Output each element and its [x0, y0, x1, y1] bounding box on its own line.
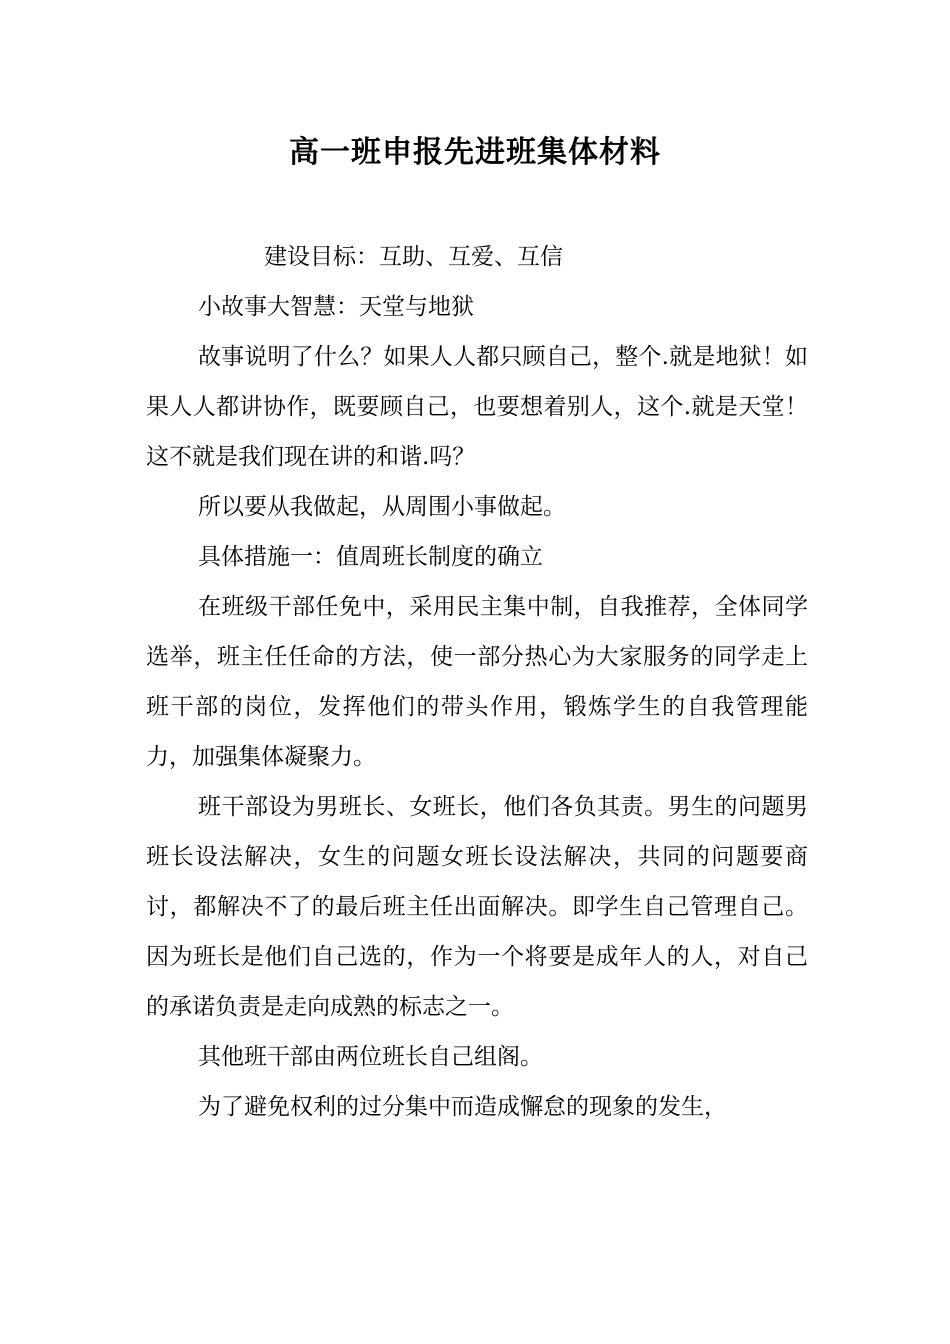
paragraph-avoid-concentration: 为了避免权利的过分集中而造成懈怠的现象的发生，: [198, 1094, 727, 1120]
paragraph-story-meaning: 故事说明了什么？如果人人都只顾自己，整个.就是地狱！如果人人都讲协作，既要顾自己，也要想着别人，这个.就是天堂！这不就是我们现在讲的和谐.吗？: [146, 344, 808, 470]
document-title: 高一班申报先进班集体材料: [289, 135, 661, 170]
paragraph-start-from-self: 所以要从我做起，从周围小事做起。: [198, 494, 566, 520]
paragraph-story-title: 小故事大智慧：天堂与地狱: [198, 294, 474, 320]
paragraph-cadre-selection: 在班级干部任免中，采用民主集中制，自我推荐，全体同学选举，班主任任命的方法，使一部分热心为大家服务的同学走上班干部的岗位，发挥他们的带头作用，锻炼学生的自我管理能力，加强集体凝聚力。: [146, 594, 808, 770]
paragraph-goal: 建设目标：互助、互爱、互信: [264, 244, 563, 270]
paragraph-class-monitors: 班干部设为男班长、女班长，他们各负其责。男生的问题男班长设法解决，女生的问题女班长设法解决，共同的问题要商讨，都解决不了的最后班主任出面解决。即学生自己管理自己。因为班长是他们自己选的，作为一个将要是成年人的人，对自己的承诺负责是走向成熟的标志之一。: [146, 794, 808, 1020]
document-body: [146, 232, 808, 1132]
paragraph-other-cadres: 其他班干部由两位班长自己组阁。: [198, 1044, 543, 1070]
paragraph-measure-one: 具体措施一：值周班长制度的确立: [198, 544, 543, 570]
